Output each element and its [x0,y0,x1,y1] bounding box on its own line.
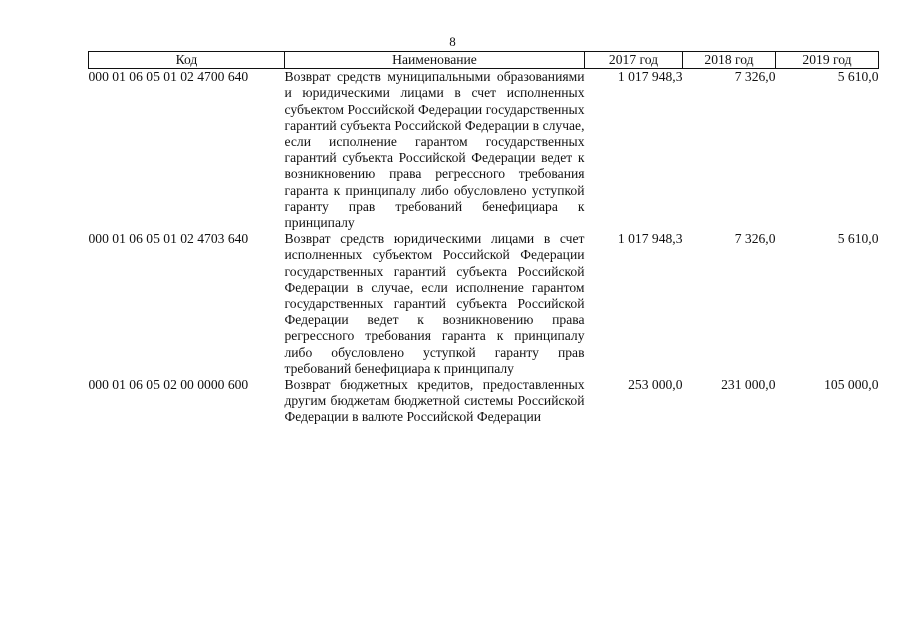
header-name: Наименование [285,52,585,69]
row-value-2018: 7 326,0 [734,231,776,247]
budget-table [88,51,879,426]
row-value-2019: 105 000,0 [824,377,879,393]
row-value-2018: 231 000,0 [721,377,776,393]
page-number: 8 [449,34,456,49]
row-value-2017: 1 017 948,3 [617,69,683,85]
header-2017: 2017 год [585,52,683,69]
header-2019: 2019 год [776,52,879,69]
row-name: Возврат средств юридическими лицами в счет исполненных субъектом Российской Федерации государственных гарантий субъекта Российской Федерации в случае, если исполнение гарантом государственных гарантий субъекта Российской Федерации ведет к возникновению права регрессного требования гаранта к принципалу либо обусловлено уступкой гаранту прав требований бенефициара к принципалу [284,231,585,376]
row-value-2019: 5 610,0 [837,69,879,85]
row-code: 000 01 06 05 01 02 4703 640 [88,231,249,247]
row-value-2017: 253 000,0 [628,377,683,393]
row-code: 000 01 06 05 02 00 0000 600 [88,377,249,393]
row-name: Возврат средств муниципальными образованиями и юридическими лицами в счет исполненных субъектом Российской Федерации государственных гарантий субъекта Российской Федерации в случае, если исполнение гарантом государственных гарантий субъекта Российской Федерации ведет к возникновению права регрессного требования гаранта к принципалу либо обусловлено уступкой гаранту прав требований бенефициара к принципалу [284,69,585,231]
header-code: Код [89,52,285,69]
header-2018: 2018 год [683,52,776,69]
table-header-row [89,52,879,69]
table-row [89,377,879,426]
row-value-2017: 1 017 948,3 [617,231,683,247]
row-value-2018: 7 326,0 [734,69,776,85]
row-code: 000 01 06 05 01 02 4700 640 [88,69,249,85]
row-value-2019: 5 610,0 [837,231,879,247]
table-row [89,231,879,377]
row-name: Возврат бюджетных кредитов, предоставленных другим бюджетам бюджетной системы Российской Федерации в валюте Российской Федерации [284,377,585,425]
table-row [89,69,879,232]
